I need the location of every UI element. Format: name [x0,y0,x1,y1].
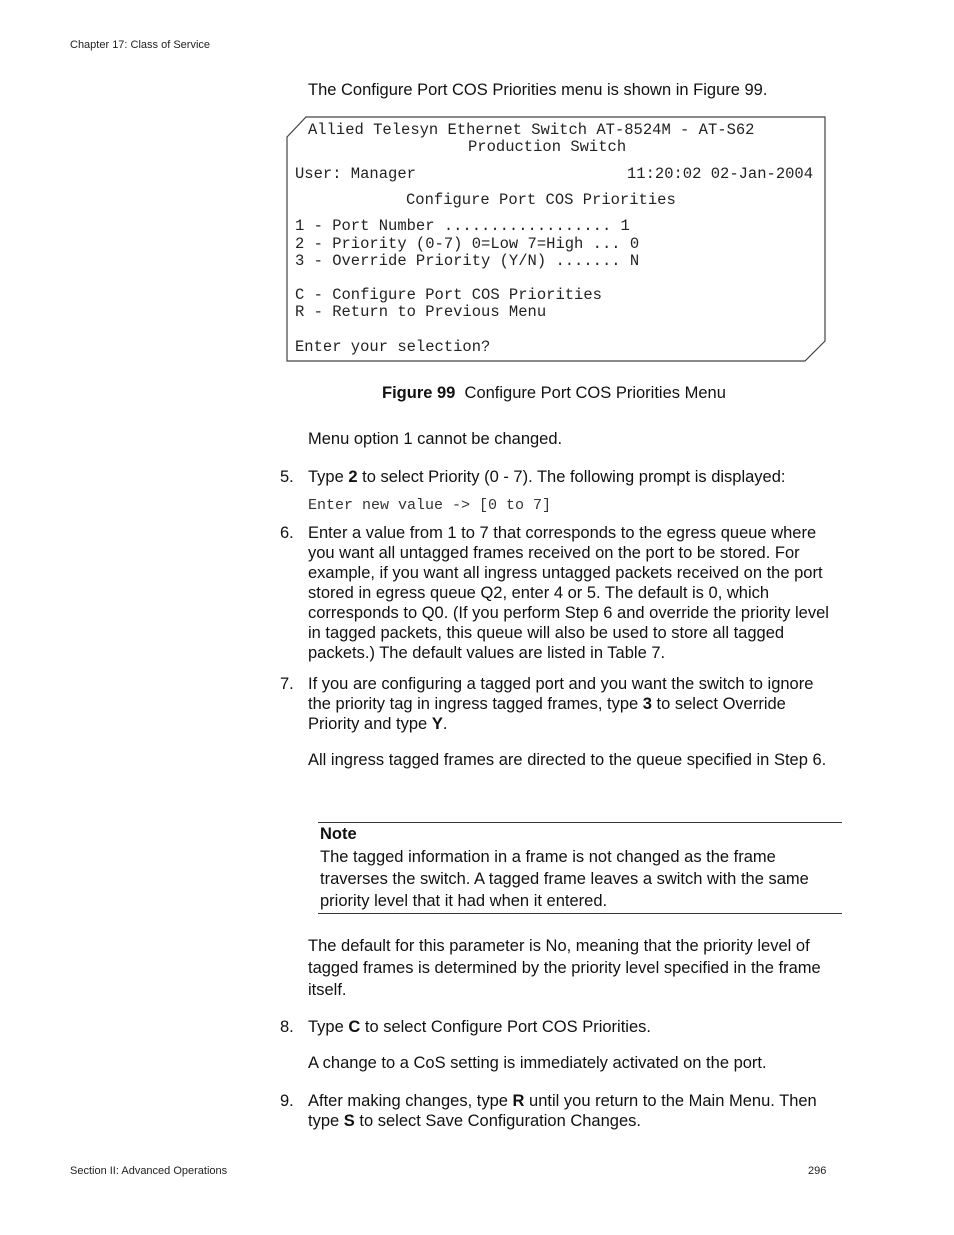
step-5-text [308,467,843,487]
step-7-mid: to select Override Priority and type [308,695,786,733]
terminal-user: User: Manager [295,165,416,183]
step-9-pre: After making changes, type [308,1092,513,1110]
step-5-post: to select Priority (0 - 7). The following prompt is displayed: [357,468,786,486]
terminal-option-2: 2 - Priority (0-7) 0=Low 7=High ... 0 [295,235,640,253]
step-7-post: . [442,715,448,733]
terminal-figure [284,116,826,361]
step-6-number: 6. [280,524,294,542]
step-8-paragraph: A change to a CoS setting is immediately activated on the port. [308,1054,767,1072]
figure-title: Configure Port COS Priorities Menu [464,384,726,402]
terminal-option-r: R - Return to Previous Menu [295,303,547,321]
chapter-header: Chapter 17: Class of Service [70,39,211,51]
step-5-key: 2 [348,468,358,486]
step-6-text: Enter a value from 1 to 7 that corresponds to the egress queue where you want all untagged frames received on the port to be stored. For example, if you want all ingress untagged packets received on the port stored in egress queue Q2, enter 4 or 5. The default is 0, which corresponds to Q0. (If you perform Step 6 and override the priority level in tagged packets, this queue will also be used to store all tagged packets.) The default values are listed in Table 7. [308,524,829,662]
step-7-paragraph: All ingress tagged frames are directed to the queue specified in Step 6. [308,751,827,769]
intro-paragraph: The Configure Port COS Priorities menu is shown in Figure 99. [308,81,768,99]
step-9-mid: until you return to the Main Menu. Then type [308,1092,817,1130]
step-9-number: 9. [280,1092,294,1110]
step-9-key-s: S [343,1112,355,1130]
step-5-prompt: Enter new value -> [0 to 7] [308,497,552,514]
step-8-pre: Type [308,1018,349,1036]
menu-note: Menu option 1 cannot be changed. [308,430,563,448]
figure-label: Figure 99 [382,384,456,402]
note-text: The tagged information in a frame is not changed as the frame traverses the switch. A tagged frame leaves a switch with the same priority level that it had when it entered. [320,848,809,910]
terminal-prompt: Enter your selection? [295,338,491,356]
step-8-text [308,1017,843,1037]
note-title: Note [320,825,357,843]
step-7-number: 7. [280,675,294,693]
step-8-number: 8. [280,1018,294,1036]
terminal-option-3: 3 - Override Priority (Y/N) ....... N [295,252,640,270]
terminal-menu-title: Configure Port COS Priorities [406,191,676,209]
step-5-number: 5. [280,468,294,486]
step-9-text [308,1091,846,1131]
default-paragraph: The default for this parameter is No, meaning that the priority level of tagged frames is determined by the priority level specified in the frame itself. [308,937,821,999]
terminal-datetime: 11:20:02 02-Jan-2004 [627,165,814,183]
figure-caption [382,384,726,403]
step-5-pre: Type [308,468,349,486]
step-8-key: C [348,1018,361,1036]
terminal-line1: Allied Telesyn Ethernet Switch AT-8524M - AT-S62 [308,121,755,139]
step-7-key-y: Y [431,715,443,733]
step-7-key-3: 3 [642,695,652,713]
terminal-line2: Production Switch [468,138,627,156]
step-9-post: to select Save Configuration Changes. [354,1112,641,1130]
step-9-key-r: R [512,1092,525,1110]
terminal-option-1: 1 - Port Number .................. 1 [295,217,630,235]
step-7-pre: If you are configuring a tagged port and you want the switch to ignore the priority tag in ingress tagged frames, type [308,675,814,713]
footer-section: Section II: Advanced Operations [70,1165,228,1177]
note-box [318,822,842,914]
terminal-option-c: C - Configure Port COS Priorities [295,286,602,304]
page-number: 296 [808,1165,827,1177]
step-8-post: to select Configure Port COS Priorities. [360,1018,651,1036]
step-7-text [308,674,818,734]
